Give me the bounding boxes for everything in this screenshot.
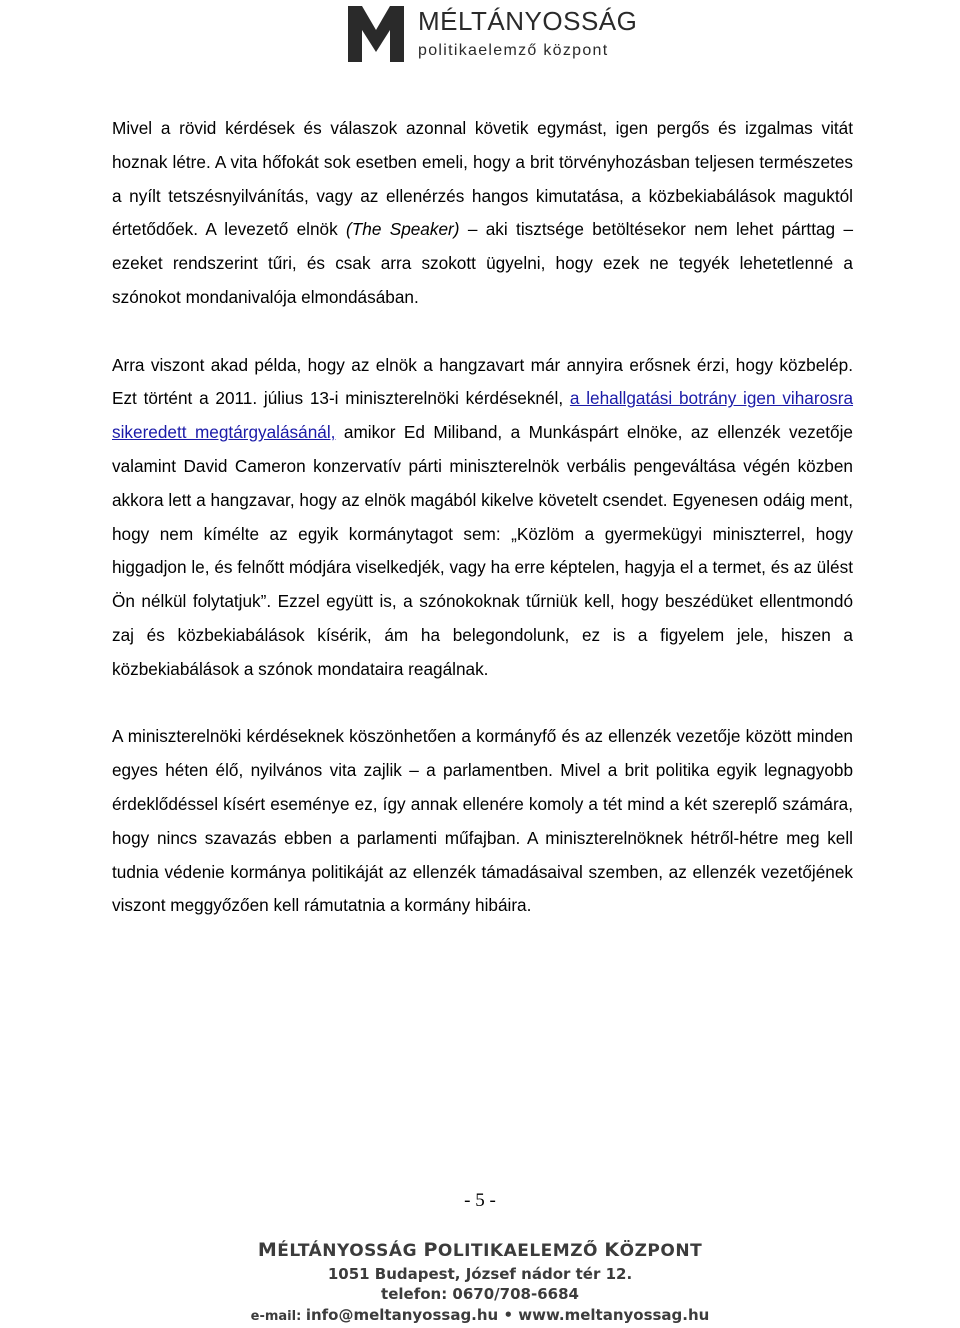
document-body: [112, 112, 853, 923]
footer: [0, 1238, 960, 1328]
footer-address: 1051 Budapest, József nádor tér 12.: [327, 1265, 633, 1283]
footer-org-name: [0, 1238, 960, 1264]
footer-org-part: OLITIKAELEMZŐ: [437, 1241, 605, 1261]
footer-phone: telefon: 0670/708-6684: [381, 1285, 579, 1303]
footer-org-part: ÖZPONT: [619, 1241, 703, 1261]
footer-initial: M: [257, 1239, 278, 1261]
logo-title: MÉLTÁNYOSSÁG: [418, 6, 638, 36]
paragraph-text: – aki tisztsége betöltésekor nem lehet párttag – ezeket rendszerint tűri, és csak arra szokott ügyelni, hogy ezek ne tegyék lehetetlenné a szónokot mondanivalója elmondásában.: [112, 219, 853, 307]
footer-initial: K: [604, 1239, 620, 1261]
page-number: - 5 -: [464, 1190, 496, 1211]
paragraph-text[interactable]: Arra viszont akad példa, hogy az elnök a hangzavart már annyira erősnek érzi, hogy közbelép. Ezt történt a 2011. július 13-i miniszterelnöki kérdéseknél,: [112, 354, 853, 409]
hyperlink[interactable]: a lehallgatási botrány igen viharosra sikeredett megtárgyalásánál,: [112, 388, 854, 443]
paragraph-2: [112, 349, 853, 687]
header-logo: [346, 4, 646, 66]
paragraph-text: Mivel a rövid kérdések és válaszok azonnal követik egymást, igen pergős és izgalmas vitát hoznak létre. A vita hőfokát sok esetben emeli, hogy a brit törvényhozásban teljesen természetes a nyílt tetszésnyilvánítás, vagy az ellenérzés hangos kimutatása, a közbekiabálások maguktól értetődőek. A levezető elnök: [112, 118, 853, 240]
footer-email-web: info@meltanyossag.hu • www.meltanyossag.hu: [305, 1306, 710, 1324]
paragraph-1: [112, 112, 853, 315]
logo-icon: [346, 4, 406, 64]
logo-subtitle: politikaelemző központ: [418, 42, 609, 59]
footer-initial: P: [423, 1239, 438, 1261]
footer-email-label: e-mail:: [250, 1309, 306, 1324]
paragraph-italic-text: (The Speaker): [346, 219, 460, 240]
footer-org-part: ÉLTÁNYOSSÁG: [277, 1241, 424, 1261]
paragraph-3: A miniszterelnöki kérdéseknek köszönhetően a kormányfő és az ellenzék vezetője között minden egyes héten élő, nyilvános vita zajlik – a parlamentben. Mivel a brit politika egyik legnagyobb érdeklődéssel kísért eseménye ez, így annak ellenére komoly a tét mind a két szereplő számára, hogy nincs szavazás ebben a parlamenti műfajban. A miniszterelnöknek hétről-hétre meg kell tudnia védenie kormánya politikáját az ellenzék támadásaival szemben, az ellenzék vezetőjének viszont meggyőzően kell rámutatnia a kormány hibáira.: [112, 726, 853, 916]
footer-contact: [0, 1304, 960, 1328]
paragraph-text: amikor Ed Miliband, a Munkáspárt elnöke, az ellenzék vezetője valamint David Cameron konzervatív párti miniszterelnök verbális pengeváltása végén közben akkora lett a hangzavar, hogy az elnök magából kikelve követelt csendet. Egyenesen odáig ment, hogy nem kímélte az egyik kormánytagot sem: „Közlöm a gyermekügyi miniszterrel, hogy higgadjon le, és felnőtt módjára viselkedjék, vagy ha erre képtelen, hagyja el a termet, és az ülést Ön nélkül folytatjuk”. Ezzel együtt is, a szónokoknak tűrniük kell, hogy beszédüket ellentmondó zaj és közbekiabálások kísérik, ám ha belegondolunk, ez is a figyelem jele, hiszen a közbekiabálások a szónok mondataira reagálnak.: [112, 422, 853, 679]
